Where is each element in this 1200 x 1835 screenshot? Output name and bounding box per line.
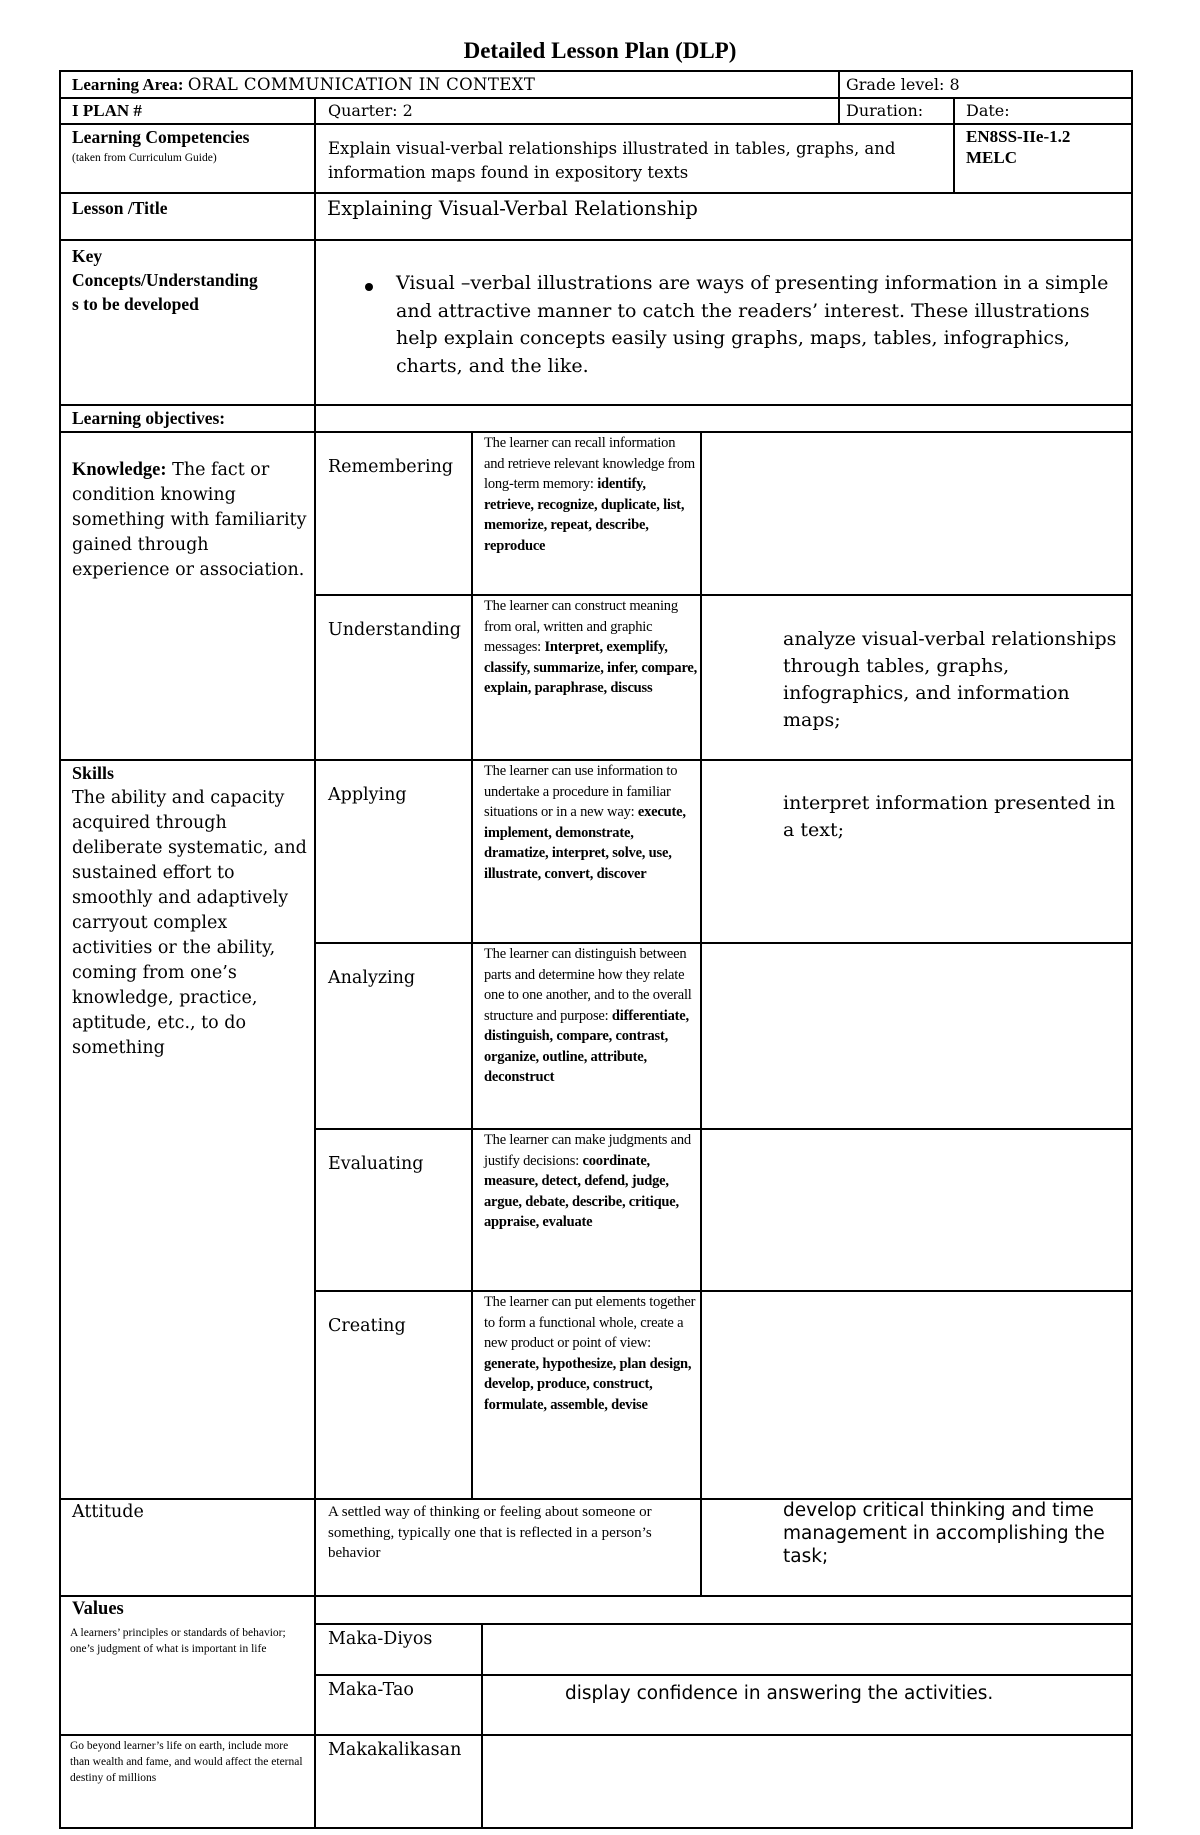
level-verbs: identify, retrieve, recognize, duplicate, list, memorize, repeat, describe, reproduce bbox=[484, 476, 685, 554]
learning-area-label: Learning Area: bbox=[72, 75, 184, 94]
competency-text bbox=[328, 137, 895, 185]
level-desc-remembering bbox=[484, 433, 698, 556]
attitude-label: Attitude bbox=[72, 1502, 144, 1522]
level-verbs: Interpret, exemplify, classify, summarize, infer, compare, explain, paraphrase, discuss bbox=[484, 639, 698, 696]
level-name-analyzing: Analyzing bbox=[328, 968, 416, 988]
level-desc-text: The learner can recall information and retrieve relevant knowledge from long-term memory: bbox=[484, 435, 696, 492]
attitude-objective: develop critical thinking and time management in accomplishing the task; bbox=[783, 1500, 1105, 1567]
level-name-remembering: Remembering bbox=[328, 457, 454, 477]
competency-line-2: information maps found in expository texts bbox=[328, 163, 689, 182]
level-objective-applying: interpret information presented in a text; bbox=[783, 792, 1116, 841]
competency-line-1: Explain visual-verbal relationships illustrated in tables, graphs, and bbox=[328, 139, 896, 158]
knowledge-desc: The fact or condition knowing something with familiarity gained through experience or association. bbox=[72, 460, 307, 580]
attitude-desc: A settled way of thinking or feeling about someone or something, typically one that is reflected in a person’s behavior bbox=[328, 1504, 652, 1561]
level-desc-evaluating bbox=[484, 1130, 698, 1233]
level-name-understanding: Understanding bbox=[328, 620, 461, 640]
skills-desc: The ability and capacity acquired through deliberate systematic, and sustained effort to smoothly and adaptively carryout complex activities or the ability, coming from one’s knowledge, practice, aptitude, etc., to do something bbox=[72, 788, 307, 1058]
level-desc-text: The learner can use information to undertake a procedure in familiar situations or in a new way: bbox=[484, 763, 678, 820]
knowledge-block bbox=[72, 458, 308, 583]
quarter: Quarter: 2 bbox=[328, 101, 413, 120]
key-concepts-label bbox=[72, 244, 258, 316]
competencies-label: Learning Competencies bbox=[72, 127, 250, 147]
learning-area-row bbox=[72, 74, 535, 95]
value-item-maka-tao: Maka-Tao bbox=[328, 1680, 414, 1700]
competency-code-line-1: EN8SS-IIe-1.2 bbox=[966, 127, 1071, 146]
duration: Duration: bbox=[846, 101, 924, 120]
learning-area-value: ORAL COMMUNICATION IN CONTEXT bbox=[187, 75, 536, 94]
key-concepts-text: Visual –verbal illustrations are ways of presenting information in a simple and attractive manner to catch the readers’ interest. These illustrations help explain concepts easily using graphs, maps, tables, infographics, charts, and the like. bbox=[396, 272, 1109, 377]
lesson-title: Explaining Visual-Verbal Relationship bbox=[327, 197, 698, 220]
key-concepts-label-2: Concepts/Understanding bbox=[72, 270, 258, 290]
plan-label: I PLAN # bbox=[72, 101, 142, 120]
values-label: Values bbox=[72, 1599, 124, 1619]
level-name-evaluating: Evaluating bbox=[328, 1154, 424, 1174]
level-name-creating: Creating bbox=[328, 1316, 406, 1336]
skills-label: Skills bbox=[72, 763, 115, 783]
level-desc-text: The learner can distinguish between parts and determine how they relate one to one another, and to the overall structure and purpose: bbox=[484, 946, 692, 1024]
level-desc-analyzing bbox=[484, 944, 698, 1088]
knowledge-label: Knowledge: bbox=[72, 460, 167, 480]
value-item-makakalikasan: Makakalikasan bbox=[328, 1740, 462, 1760]
values-desc-2: Go beyond learner’s life on earth, include more than wealth and fame, and would affect the eternal destiny of millions bbox=[70, 1740, 303, 1784]
value-item-maka-diyos: Maka-Diyos bbox=[328, 1629, 433, 1649]
lesson-title-label: Lesson /Title bbox=[72, 198, 168, 218]
objectives-label: Learning objectives: bbox=[72, 408, 226, 428]
level-objective-understanding: analyze visual-verbal relationships through tables, graphs, infographics, and information maps; bbox=[783, 628, 1117, 731]
level-desc-creating bbox=[484, 1292, 698, 1415]
grade-level: Grade level: 8 bbox=[846, 75, 960, 94]
level-verbs: generate, hypothesize, plan design, develop, produce, construct, formulate, assemble, devise bbox=[484, 1355, 692, 1413]
competency-code bbox=[966, 126, 1070, 168]
key-concepts-label-1: Key bbox=[72, 246, 103, 266]
key-concepts-label-3: s to be developed bbox=[72, 294, 199, 314]
level-desc-understanding bbox=[484, 596, 698, 699]
competencies-note: (taken from Curriculum Guide) bbox=[72, 152, 217, 164]
values-desc-1: A learners’ principles or standards of behavior; one’s judgment of what is important in life bbox=[70, 1627, 286, 1655]
level-verbs: execute, implement, demonstrate, dramatize, interpret, solve, use, illustrate, convert, discover bbox=[484, 804, 686, 882]
level-desc-text: The learner can construct meaning from oral, written and graphic messages: bbox=[484, 598, 678, 655]
level-name-applying: Applying bbox=[328, 785, 407, 805]
level-verbs: differentiate, distinguish, compare, contrast, organize, outline, attribute, deconstruct bbox=[484, 1007, 689, 1085]
competency-code-line-2: MELC bbox=[966, 148, 1017, 167]
level-verbs: coordinate, measure, detect, defend, judge, argue, debate, describe, critique, appraise, evaluate bbox=[484, 1152, 679, 1230]
page-title: Detailed Lesson Plan (DLP) bbox=[463, 38, 737, 63]
level-desc-text: The learner can put elements together to form a functional whole, create a new product or point of view: bbox=[484, 1294, 696, 1351]
bullet-icon bbox=[365, 283, 373, 291]
maka-tao-objective: display confidence in answering the activities. bbox=[565, 1683, 994, 1704]
date: Date: bbox=[966, 101, 1010, 120]
level-desc-applying bbox=[484, 761, 698, 884]
level-desc-text: The learner can make judgments and justify decisions: bbox=[484, 1132, 691, 1169]
